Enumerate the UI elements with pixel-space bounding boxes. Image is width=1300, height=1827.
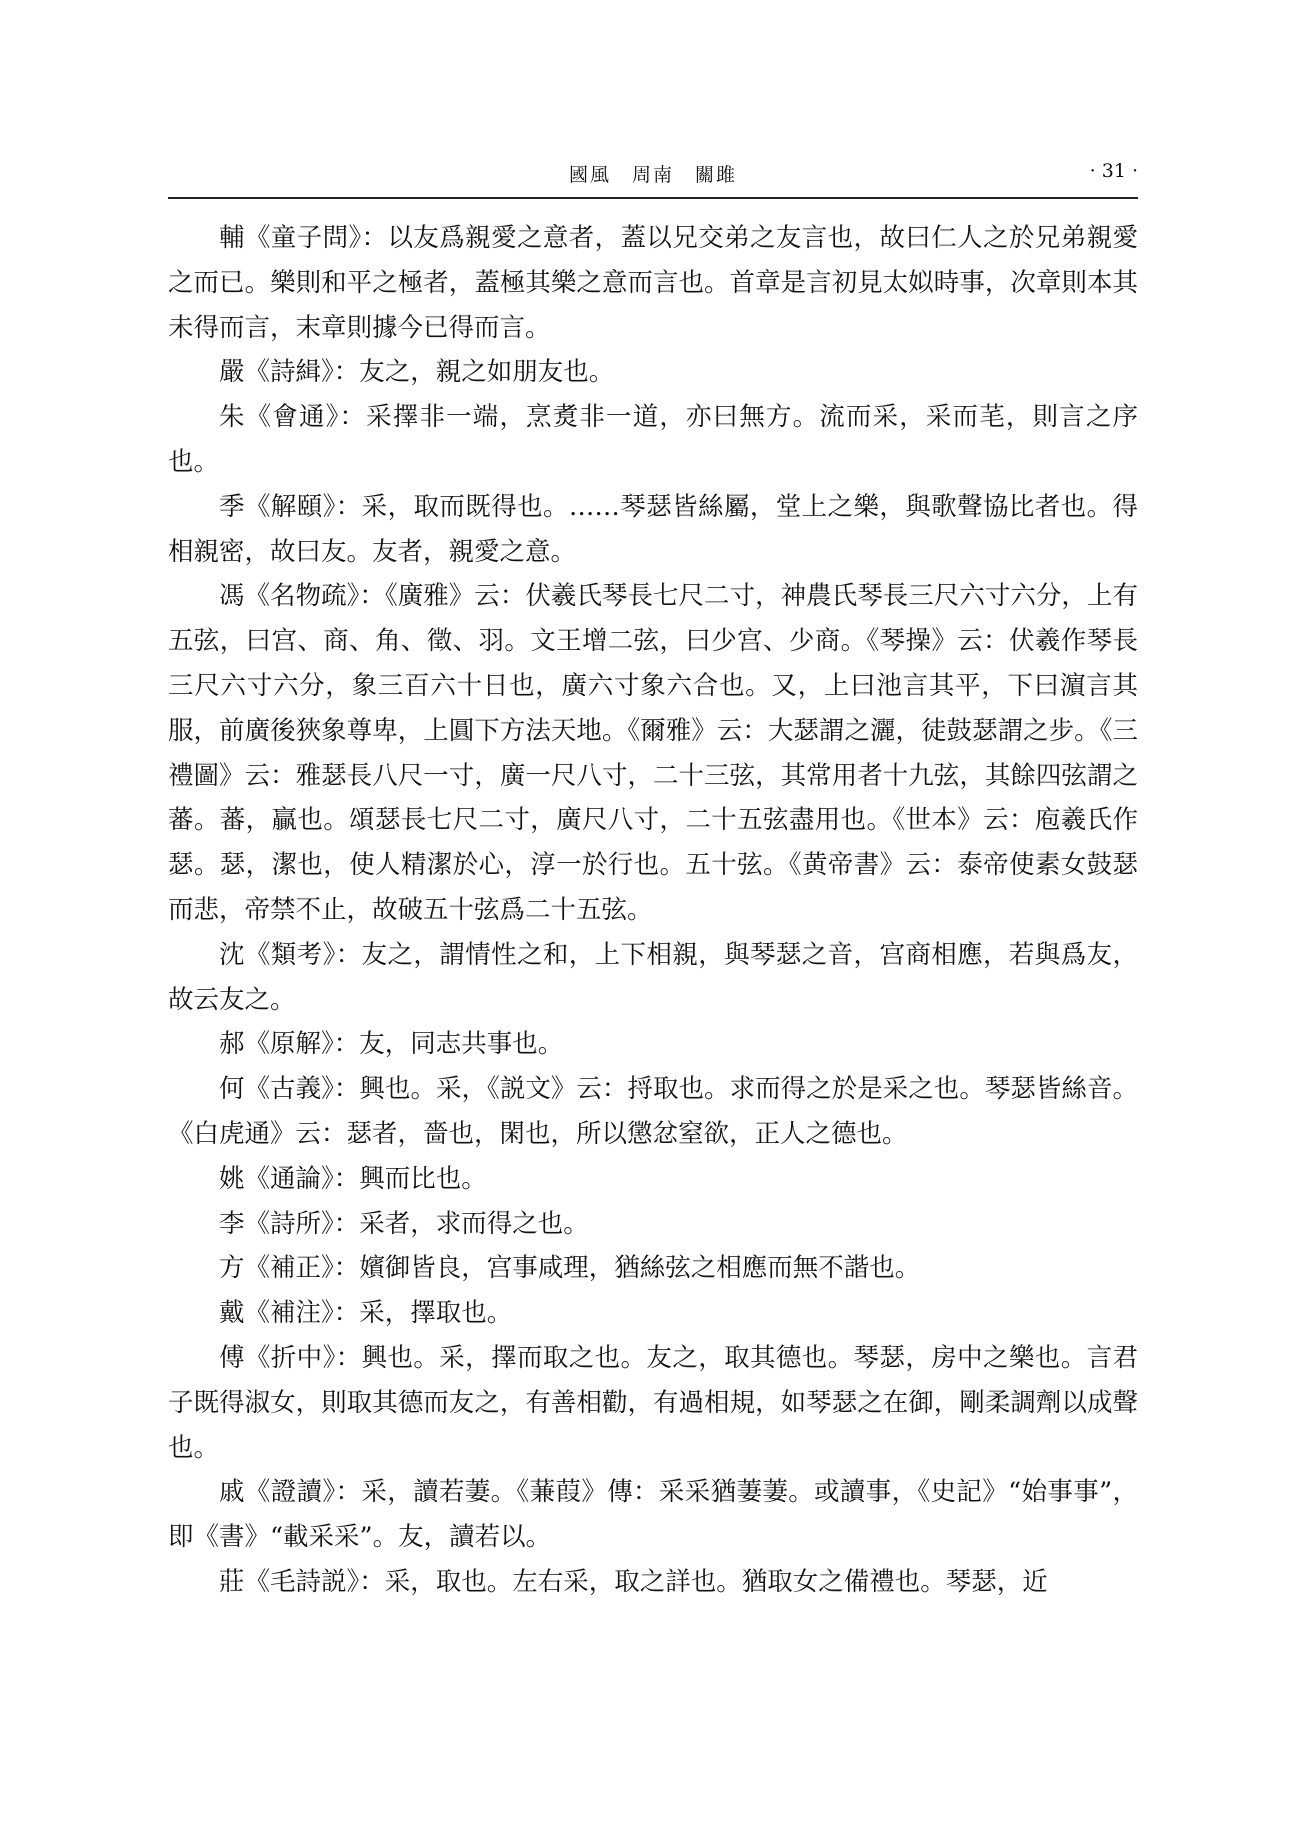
header-rule xyxy=(168,197,1138,199)
paragraph: 嚴《詩緝》：友之，親之如朋友也。 xyxy=(219,357,615,388)
header-title: 國風 周南 關雎 xyxy=(568,164,737,186)
paragraph: 傅《折中》：興也。采，擇而取之也。友之，取其德也。琴瑟，房中之樂也。言君子既得淑女，則取其德而友之，有善相勸，有過相規，如琴瑟之在御，剛柔調劑以成聲也。 xyxy=(168,1342,1138,1463)
paragraph: 何《古義》：興也。采，《説文》云：捋取也。求而得之於是采之也。琴瑟皆絲音。《白虎通》云：瑟者，嗇也，閑也，所以懲忿窒欲，正人之德也。 xyxy=(168,1074,1138,1149)
paragraph: 莊《毛詩説》：采，取也。左右采，取之詳也。猶取女之備禮也。琴瑟，近 xyxy=(219,1566,1048,1597)
paragraph: 方《補正》：嬪御皆良，宫事咸理，猶絲弦之相應而無不諧也。 xyxy=(219,1253,921,1284)
paragraph: 季《解頤》：采，取而既得也。……琴瑟皆絲屬，堂上之樂，與歌聲協比者也。得相親密，故曰友。友者，親愛之意。 xyxy=(168,491,1138,567)
paragraph: 戴《補注》：采，擇取也。 xyxy=(219,1298,513,1329)
paragraph: 馮《名物疏》：《廣雅》云：伏羲氏琴長七尺二寸，神農氏琴長三尺六寸六分，上有五弦，曰宫、商、角、徵、羽。文王增二弦，曰少宫、少商。《琴操》云：伏羲作琴長三尺六寸六分，象三百六十日也，廣六寸象六合也。又，上曰池言其平，下曰濵言其服，前廣後狹象尊卑，上圓下方法天地。《爾雅》云：大瑟謂之灑，徒鼓瑟謂之步。《三禮圖》云：雅瑟長八尺一寸，廣一尺八寸，二十三弦，其常用者十九弦，其餘四弦謂之蕃。蕃，贏也。頌瑟長七尺二寸，廣尺八寸，二十五弦盡用也。《世本》云：庖羲氏作瑟。瑟，潔也，使人精潔於心，淳一於行也。五十弦。《黄帝書》云：泰帝使素女鼓瑟而悲，帝禁不止，故破五十弦爲二十五弦。 xyxy=(168,581,1138,925)
paragraph: 戚《證讀》：采，讀若萋。《蒹葭》傳：采采猶萋萋。或讀事，《史記》“始事事”，即《書》“載采采”。友，讀若以。 xyxy=(168,1477,1138,1553)
page-number: · 31 · xyxy=(1089,160,1138,182)
paragraph: 沈《類考》：友之，謂情性之和，上下相親，與琴瑟之音，宫商相應，若與爲友，故云友之。 xyxy=(168,939,1138,1015)
paragraph: 輔《童子問》：以友爲親愛之意者，蓋以兄交弟之友言也，故曰仁人之於兄弟親愛之而已。樂則和平之極者，蓋極其樂之意而言也。首章是言初見太姒時事，次章則本其未得而言，末章則據今已得而言。 xyxy=(168,223,1138,343)
paragraph: 李《詩所》：采者，求而得之也。 xyxy=(219,1208,589,1239)
running-header xyxy=(168,160,1138,196)
paragraph: 姚《通論》：興而比也。 xyxy=(219,1163,487,1194)
text-body xyxy=(168,216,1138,1605)
paragraph: 郝《原解》：友，同志共事也。 xyxy=(219,1029,564,1060)
paragraph: 朱《會通》：采擇非一端，烹煑非一道，亦曰無方。流而采，采而芼，則言之序也。 xyxy=(168,402,1138,477)
